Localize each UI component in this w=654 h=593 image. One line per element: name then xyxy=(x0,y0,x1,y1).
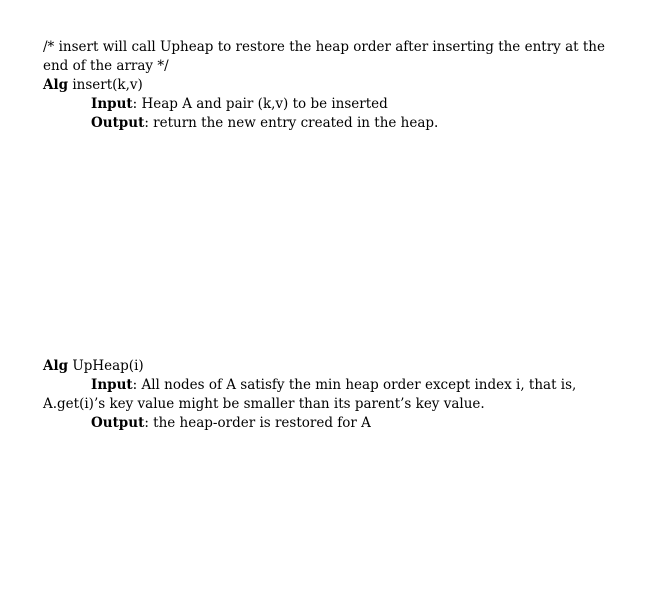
insert-comment-line-2: end of the array */ xyxy=(43,58,169,74)
insert-output-text: : return the new entry created in the heap. xyxy=(144,115,439,131)
upheap-input-keyword: Input xyxy=(91,377,133,393)
insert-input-line xyxy=(43,95,613,114)
insert-algorithm-block xyxy=(43,38,613,133)
upheap-algorithm-block xyxy=(43,357,613,433)
insert-alg-keyword: Alg xyxy=(43,77,69,93)
upheap-output-text: : the heap-order is restored for A xyxy=(144,415,371,431)
upheap-alg-signature: UpHeap(i) xyxy=(68,358,144,374)
upheap-input-text-1: : All nodes of A satisfy the min heap order except index i, that is, xyxy=(132,377,577,393)
upheap-alg-keyword: Alg xyxy=(43,358,69,374)
upheap-alg-header xyxy=(43,357,613,376)
insert-input-keyword: Input xyxy=(91,96,133,112)
insert-output-line xyxy=(43,114,613,133)
upheap-input-continuation: A.get(i)’s key value might be smaller than its parent’s key value. xyxy=(43,396,485,412)
upheap-output-keyword: Output xyxy=(91,415,145,431)
upheap-output-line xyxy=(43,414,613,433)
insert-comment-line-1: /* insert will call Upheap to restore the heap order after inserting the entry at the xyxy=(43,39,605,55)
insert-alg-signature: insert(k,v) xyxy=(68,77,143,93)
insert-input-text: : Heap A and pair (k,v) to be inserted xyxy=(132,96,388,112)
insert-alg-header xyxy=(43,76,613,95)
insert-output-keyword: Output xyxy=(91,115,145,131)
upheap-input-line xyxy=(43,376,613,395)
